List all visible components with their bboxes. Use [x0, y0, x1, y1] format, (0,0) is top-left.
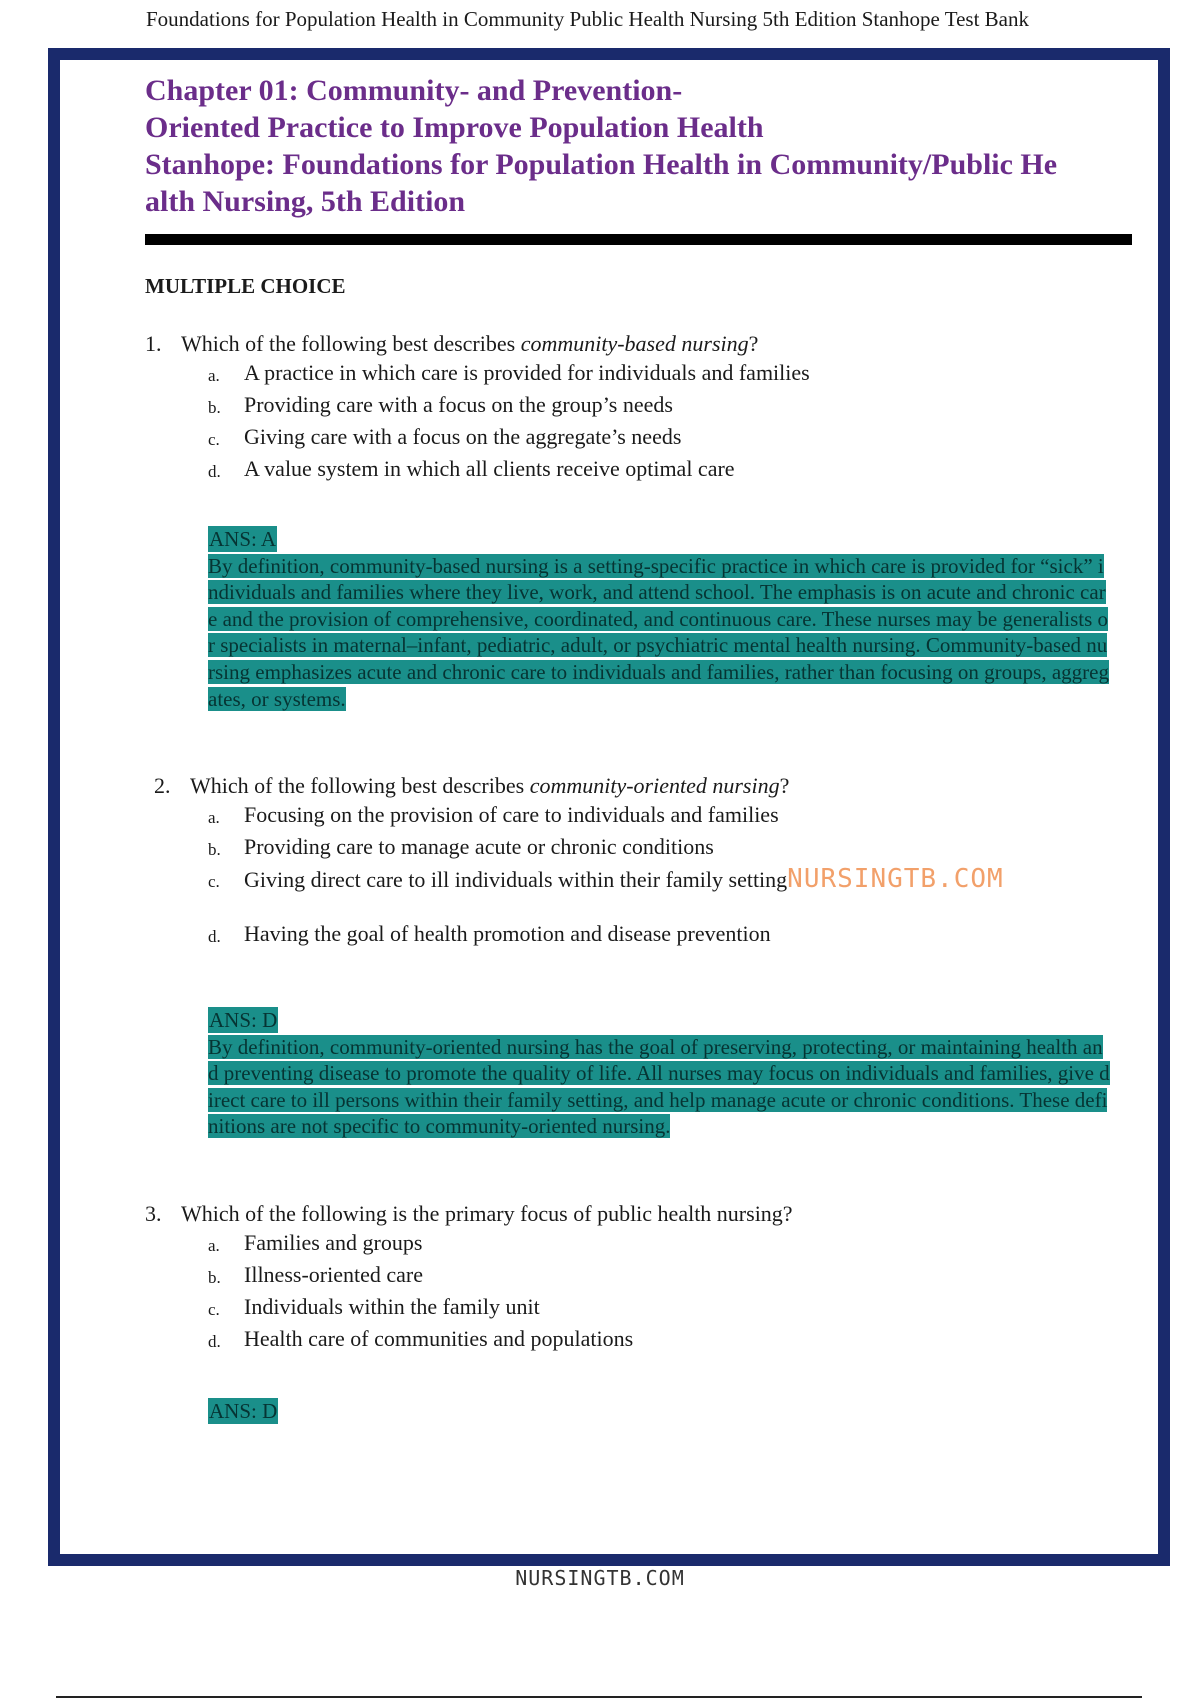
answer-option: d. A value system in which all clients receive optimal care: [208, 456, 735, 481]
question-stem: [145, 330, 810, 358]
chapter-title-line: Chapter 01: Community- and Prevention-: [145, 74, 683, 107]
answer-block-3: [208, 1398, 1113, 1425]
answer-option: a. Families and groups: [208, 1230, 423, 1255]
question-text: Which of the following best describes community-based nursing?: [181, 331, 759, 356]
question-text: Which of the following is the primary focus of public health nursing?: [181, 1201, 793, 1226]
answer-option: a. Focusing on the provision of care to individuals and families: [208, 802, 779, 827]
answer-rationale: By definition, community-oriented nursing has the goal of preserving, protecting, or maintaining health and preventing disease to promote the quality of life. All nurses may focus on individuals and families, give direct care to ill persons within their family setting, and help manage acute or chronic conditions. These definitions are not specific to community-oriented nursing.: [208, 1034, 1110, 1139]
question-number: 2.: [154, 773, 171, 798]
answer-option: d. Health care of communities and populations: [208, 1326, 634, 1351]
answer-key: ANS: D: [209, 1008, 278, 1032]
section-heading: MULTIPLE CHOICE: [145, 274, 346, 298]
answer-option: b. Providing care to manage acute or chronic conditions: [208, 834, 714, 859]
question-number: 1.: [145, 331, 162, 356]
answer-option: c. Giving direct care to ill individuals within their family setting NURSINGTB.COM: [208, 864, 1004, 894]
answer-block-1: [208, 526, 1113, 712]
chapter-title: [145, 72, 1135, 220]
chapter-title-line: Oriented Practice to Improve Population Health: [145, 111, 764, 144]
answer-block-2: [208, 1007, 1113, 1140]
chapter-title-line: Stanhope: Foundations for Population Health in Community/Public He: [145, 148, 1058, 181]
question-number: 3.: [145, 1201, 162, 1226]
answer-key: ANS: D: [209, 1399, 278, 1423]
question-stem: [154, 772, 1004, 800]
question-2: [154, 772, 1004, 951]
answer-option: a. A practice in which care is provided for individuals and families: [208, 360, 810, 385]
answer-option: d. Having the goal of health promotion and disease prevention: [208, 921, 771, 946]
footer-watermark: NURSINGTB.COM: [515, 1566, 685, 1590]
question-text: Which of the following best describes community-oriented nursing?: [190, 773, 790, 798]
answer-option: b. Providing care with a focus on the group’s needs: [208, 392, 673, 417]
answer-key: ANS: A: [209, 527, 277, 551]
bottom-divider: [56, 1696, 1142, 1698]
chapter-title-line: alth Nursing, 5th Edition: [145, 185, 466, 218]
answer-option: c. Giving care with a focus on the aggregate’s needs: [208, 424, 682, 449]
question-stem: [145, 1200, 793, 1228]
running-header: Foundations for Population Health in Community Public Health Nursing 5th Edition Stanhope Test Bank: [146, 7, 1030, 31]
answer-option: b. Illness-oriented care: [208, 1262, 423, 1287]
answer-option: c. Individuals within the family unit: [208, 1294, 540, 1319]
watermark-text: NURSINGTB.COM: [787, 864, 1004, 894]
answer-rationale: By definition, community-based nursing is a setting-specific practice in which care is provided for “sick” individuals and families where they live, work, and attend school. The emphasis is on acute and chronic care and the provision of comprehensive, coordinated, and continuous care. These nurses may be generalists or specialists in maternal–infant, pediatric, adult, or psychiatric mental health nursing. Community-based nursing emphasizes acute and chronic care to individuals and families, rather than focusing on groups, aggregates, or systems.: [208, 553, 1109, 711]
question-1: [145, 330, 810, 486]
question-3: [145, 1200, 793, 1356]
title-divider: [145, 234, 1132, 245]
